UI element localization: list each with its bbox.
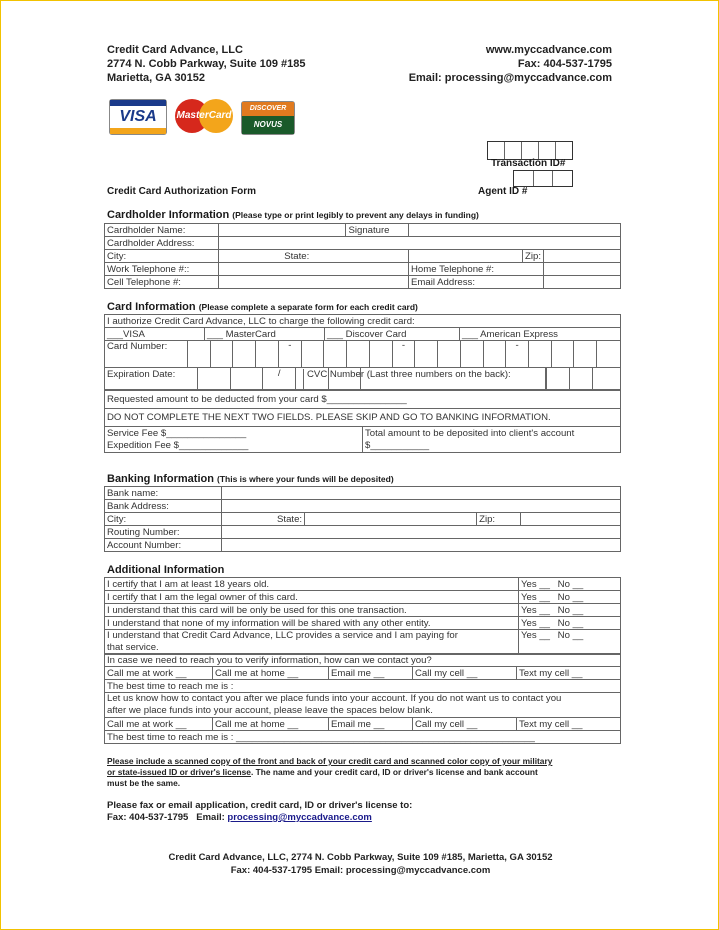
notice-line-2: or state-issued ID or driver's license. The name and your credit card, ID or driver's license and bank account <box>107 767 538 777</box>
home-phone-label: Home Telephone #: <box>409 263 544 276</box>
best-time-2[interactable]: The best time to reach me is : ________________________________________________________ <box>105 731 621 744</box>
visa-logo: VISA <box>109 99 167 135</box>
contact-email[interactable]: Email me __ <box>329 667 413 680</box>
banking-table <box>104 486 621 552</box>
certify-age-yn[interactable]: Yes __ No __ <box>519 578 621 591</box>
contact-home-2[interactable]: Call me at home __ <box>213 718 329 731</box>
fees-cell <box>105 427 363 453</box>
understand-transaction-yn[interactable]: Yes __ No __ <box>519 604 621 617</box>
understand-service-cell <box>105 630 519 655</box>
notice-line-3: must be the same. <box>107 778 181 788</box>
card-number-row <box>104 340 621 368</box>
account-label: Account Number: <box>105 539 222 552</box>
let-us-know-1: Let us know how to contact you after we place funds into your account. If you do not want us to contact you <box>107 693 562 704</box>
email-field[interactable] <box>544 276 621 289</box>
understand-service: I understand that Credit Card Advance, LLC provides a service and I am paying for <box>107 630 458 641</box>
certify-age: I certify that I am at least 18 years old. <box>105 578 519 591</box>
cardholder-name-field[interactable] <box>219 224 346 237</box>
footer-line-2: Fax: 404-537-1795 Email: processing@myccadvance.com <box>230 865 491 876</box>
contact-block <box>409 43 612 85</box>
home-phone-field[interactable] <box>544 263 621 276</box>
expiration-boxes[interactable]: / <box>197 368 393 389</box>
card-heading: Card Information (Please complete a separate form for each credit card) <box>107 301 418 313</box>
additional-table <box>104 577 621 655</box>
work-phone-label: Work Telephone #:: <box>105 263 219 276</box>
cardholder-address-label: Cardholder Address: <box>105 237 219 250</box>
submit-email-label: Email: <box>196 812 225 823</box>
notice-line-1: Please include a scanned copy of the front and back of your credit card and scanned color copy of your military <box>107 756 553 766</box>
contact-text[interactable]: Text my cell __ <box>517 667 621 680</box>
certify-owner: I certify that I am the legal owner of this card. <box>105 591 519 604</box>
mastercard-option[interactable]: ___ MasterCard <box>205 328 325 341</box>
do-not-complete-note: DO NOT COMPLETE THE NEXT TWO FIELDS. PLEASE SKIP AND GO TO BANKING INFORMATION. <box>105 409 621 427</box>
bank-name-field[interactable] <box>222 487 621 500</box>
best-time-1[interactable]: The best time to reach me is : <box>105 680 621 693</box>
bank-name-label: Bank name: <box>105 487 222 500</box>
understand-service-yn[interactable]: Yes __ No __ <box>519 630 621 655</box>
visa-option[interactable]: ___VISA <box>105 328 205 341</box>
agent-id-label: Agent ID # <box>478 186 528 197</box>
bank-state-label: State: <box>277 513 303 525</box>
certify-owner-yn[interactable]: Yes __ No __ <box>519 591 621 604</box>
contact-text-2[interactable]: Text my cell __ <box>517 718 621 731</box>
discover-option[interactable]: ___ Discover Card <box>325 328 460 341</box>
state-field[interactable] <box>409 250 523 263</box>
banking-heading: Banking Information (This is where your funds will be deposited) <box>107 473 394 485</box>
submit-line-1: Please fax or email application, credit card, ID or driver's license to: <box>107 800 413 811</box>
requested-amount[interactable]: Requested amount to be deducted from your card $_______________ <box>105 391 621 409</box>
understand-shared: I understand that none of my information will be shared with any other entity. <box>105 617 519 630</box>
state-label: State: <box>284 250 310 262</box>
contact-cell-2[interactable]: Call my cell __ <box>413 718 517 731</box>
footer-block <box>1 851 719 877</box>
bank-state-field[interactable] <box>305 513 477 526</box>
routing-label: Routing Number: <box>105 526 222 539</box>
understand-transaction: I understand that this card will be only be used for this one transaction. <box>105 604 519 617</box>
expedition-fee[interactable]: Expedition Fee $_____________ <box>107 439 249 451</box>
total-cell <box>363 427 621 453</box>
company-address-2: Marietta, GA 30152 <box>107 72 206 84</box>
expiration-row <box>104 368 621 390</box>
state-label-cell[interactable] <box>219 250 409 263</box>
bank-address-field[interactable] <box>222 500 621 513</box>
company-fax: Fax: 404-537-1795 <box>517 58 612 70</box>
authorize-text: I authorize Credit Card Advance, LLC to charge the following credit card: <box>105 315 621 328</box>
expiration-label: Expiration Date: <box>107 369 176 380</box>
amount-table <box>104 390 621 453</box>
cardholder-name-label: Cardholder Name: <box>105 224 219 237</box>
total-value[interactable]: $___________ <box>365 439 430 451</box>
card-table <box>104 314 621 341</box>
signature-field[interactable] <box>409 224 621 237</box>
work-phone-field[interactable] <box>219 263 409 276</box>
additional-heading: Additional Information <box>107 564 225 576</box>
company-website: www.myccadvance.com <box>485 44 612 56</box>
bank-city-label: City: <box>105 513 222 526</box>
company-address-1: 2774 N. Cobb Parkway, Suite 109 #185 <box>107 58 306 70</box>
contact-email-2[interactable]: Email me __ <box>329 718 413 731</box>
card-number-label: Card Number: <box>107 341 168 352</box>
email-label: Email Address: <box>409 276 544 289</box>
form-title: Credit Card Authorization Form <box>107 186 257 197</box>
cardholder-table <box>104 223 621 289</box>
account-field[interactable] <box>222 539 621 552</box>
total-label: Total amount to be deposited into client's account <box>365 427 575 439</box>
company-email: Email: processing@myccadvance.com <box>408 72 612 84</box>
transaction-id-label: Transaction ID# <box>491 158 566 169</box>
mastercard-logo: MasterCard <box>173 99 235 135</box>
company-name: Credit Card Advance, LLC <box>107 44 243 56</box>
contact-home[interactable]: Call me at home __ <box>213 667 329 680</box>
cardholder-heading: Cardholder Information (Please type or print legibly to prevent any delays in funding) <box>107 209 479 221</box>
agent-id-boxes[interactable] <box>513 170 573 187</box>
notice-block <box>107 756 617 789</box>
zip-field[interactable] <box>544 250 621 263</box>
routing-field[interactable] <box>222 526 621 539</box>
let-us-know-2: after we place funds into your account, please leave the spaces below blank. <box>107 705 433 716</box>
zip-label: Zip: <box>523 250 544 263</box>
cvc-boxes[interactable] <box>545 368 615 389</box>
bank-zip-field[interactable] <box>521 513 621 526</box>
service-fee[interactable]: Service Fee $_______________ <box>107 427 247 439</box>
signature-label: Signature <box>346 224 409 237</box>
city-label: City: <box>105 250 219 263</box>
understand-service-cont: that service. <box>107 642 159 653</box>
cvc-label: CVC Number (Last three numbers on the back): <box>303 369 511 390</box>
understand-shared-yn[interactable]: Yes __ No __ <box>519 617 621 630</box>
submit-line-2 <box>107 812 412 824</box>
submit-email-link[interactable]: processing@myccadvance.com <box>227 812 372 823</box>
footer-line-1: Credit Card Advance, LLC, 2774 N. Cobb Parkway, Suite 109 #185, Marietta, GA 30152 <box>168 852 553 863</box>
submit-fax: Fax: 404-537-1795 <box>107 812 189 823</box>
cardholder-address-field[interactable] <box>219 237 621 250</box>
bank-state-label-cell[interactable] <box>222 513 305 526</box>
amex-option[interactable]: ___ American Express <box>460 328 621 341</box>
contact-table <box>104 653 621 744</box>
contact-cell[interactable]: Call my cell __ <box>413 667 517 680</box>
cell-phone-label: Cell Telephone #: <box>105 276 219 289</box>
contact-work[interactable]: Call me at work __ <box>105 667 213 680</box>
let-us-know-cell <box>105 693 621 718</box>
cell-phone-field[interactable] <box>219 276 409 289</box>
card-number-boxes[interactable]: - - - <box>187 340 619 367</box>
company-block <box>107 43 306 85</box>
submit-block <box>107 800 412 824</box>
contact-work-2[interactable]: Call me at work __ <box>105 718 213 731</box>
bank-zip-label: Zip: <box>477 513 521 526</box>
discover-novus-logo: DISCOVER NOVUS <box>241 101 295 135</box>
reach-question: In case we need to reach you to verify information, how can we contact you? <box>105 654 621 667</box>
bank-address-label: Bank Address: <box>105 500 222 513</box>
